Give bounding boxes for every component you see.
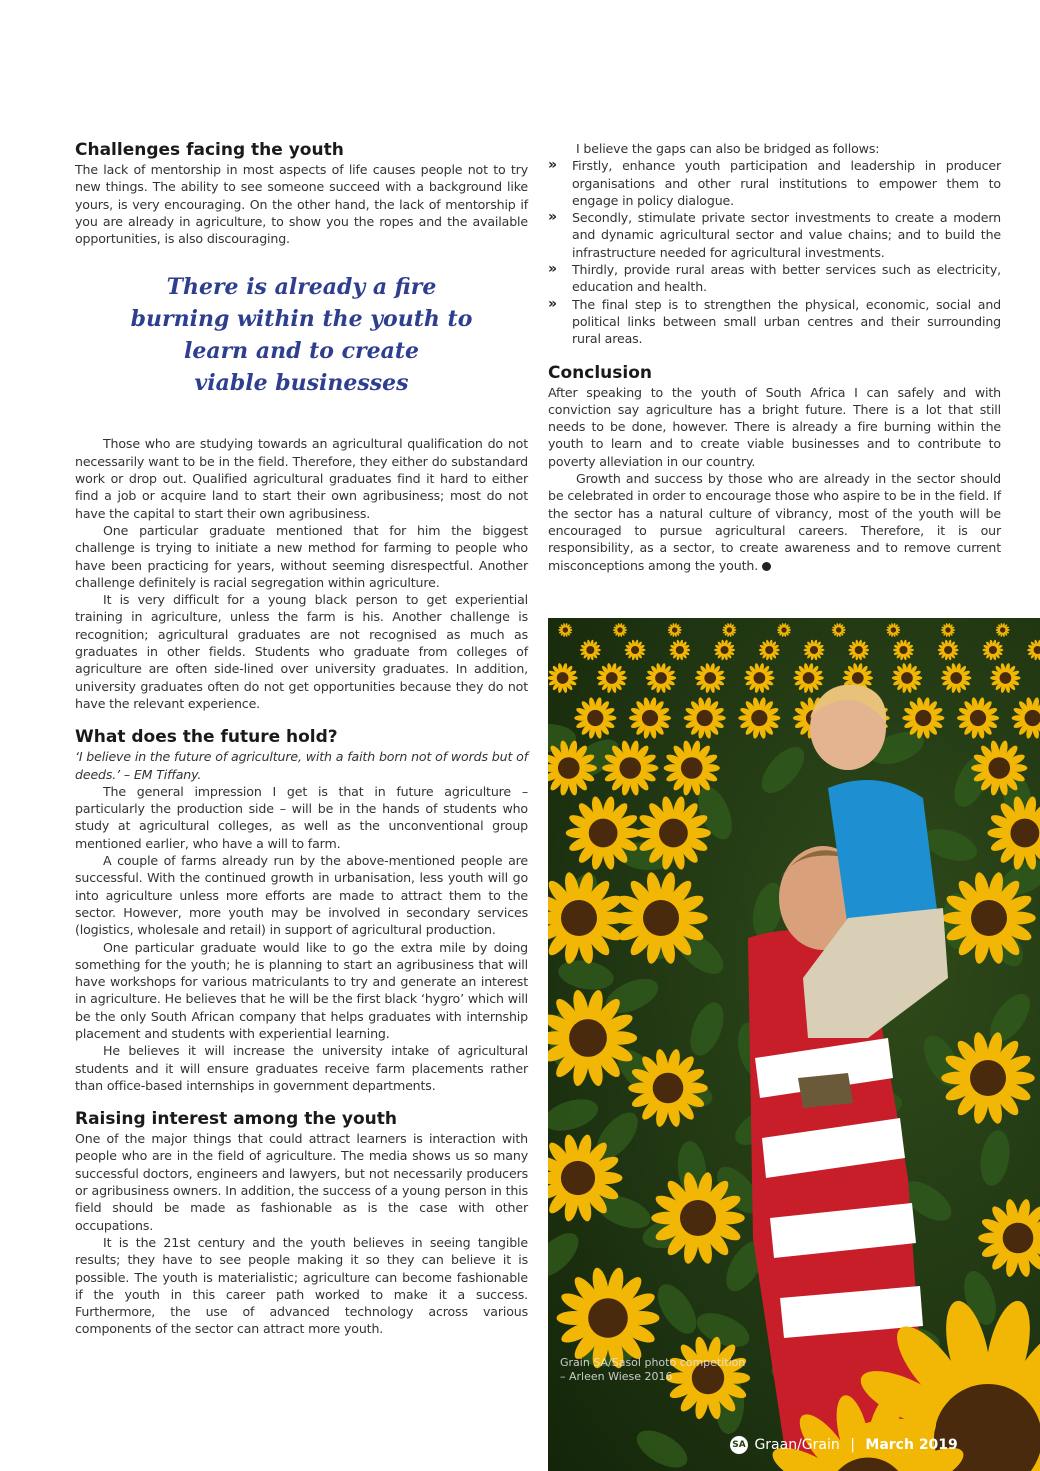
sunflower — [990, 663, 1020, 694]
heading-raising: Raising interest among the youth — [75, 1109, 398, 1130]
end-mark-icon — [762, 562, 771, 571]
pull-quote — [75, 271, 528, 399]
chevron-right-icon: » — [548, 157, 558, 174]
sunflower — [941, 1031, 1035, 1125]
paragraph: After speaking to the youth of South Africa I can safely and with conviction say agriculture has a bright future. There is a lot that still needs to be done, however. There is already a fire burning within the youth to learn and to create viable businesses and to contribute to poverty alleviation in our country. — [548, 384, 1001, 469]
sunflower — [759, 639, 780, 660]
bullets-intro: I believe the gaps can also be bridged as follows: — [576, 141, 880, 156]
right-column — [548, 140, 1001, 574]
page-footer — [730, 1436, 958, 1454]
sunflower — [893, 639, 914, 660]
paragraph: One particular graduate would like to go the extra mile by doing something for the youth; he is planning to start an agribusiness that will have workshops for various matriculants to try and generate an interest in agriculture. He believes that he will be the first black ‘hygro’ which will be the only South African company that helps graduates with internship placement and students with experiential learning. — [75, 939, 528, 1041]
sunflower — [548, 871, 626, 965]
sunflower — [978, 1198, 1040, 1278]
issue-date: March 2019 — [865, 1437, 958, 1453]
sunflower — [722, 623, 736, 637]
paragraph: It is the 21st century and the youth believes in seeing tangible results; they have to see people making it so they can believe it is possible. The youth is materialistic; agriculture can become fashionable if the youth in this career path worked to make it a success. Furthermore, the use of advanced technology across various components of the sector can attract more youth. — [75, 1234, 528, 1337]
list-item-text: The final step is to strengthen the physical, economic, social and political links between small urban centres and their surrounding rural areas. — [572, 296, 1001, 347]
paragraph-final-text: Growth and success by those who are already in the sector should be celebrated in order to encourage those who aspire to be in the field. If the sector has a natural culture of vibrancy, most of the youth will be encouraged to pursue agricultural careers. Therefore, it is our responsibility, as a sector, to create awareness and to remove current misconceptions among the youth. — [548, 471, 1001, 573]
sunflower — [1012, 697, 1040, 739]
sunflower — [848, 639, 869, 660]
sunflower — [613, 623, 627, 637]
sunflower — [646, 663, 676, 694]
list-item — [548, 261, 1001, 296]
publication-name: Graan/Grain — [754, 1437, 840, 1453]
pull-quote-line: learn and to create — [183, 338, 420, 365]
sunflower — [941, 623, 955, 637]
sunflower — [629, 697, 671, 739]
photo-caption — [560, 1356, 780, 1384]
pull-quote-line: burning within the youth to — [130, 306, 473, 333]
chevron-right-icon: » — [548, 295, 558, 312]
sunflower — [938, 639, 959, 660]
bullet-list — [548, 157, 1001, 347]
sunflower — [695, 663, 725, 694]
list-item — [548, 157, 1001, 209]
heading-future: What does the future hold? — [75, 727, 338, 748]
caption-line: – Arleen Wiese 2016 — [560, 1370, 673, 1383]
sunflower — [714, 639, 735, 660]
left-column — [75, 140, 528, 1338]
footer-separator: | — [850, 1437, 855, 1453]
paragraph: He believes it will increase the university intake of agricultural students and it will ensure graduates receive farm placements rather than office-based internships in government departments. — [75, 1043, 528, 1093]
pull-quote-line: viable businesses — [194, 370, 409, 397]
sunflower — [744, 663, 774, 694]
sunflower — [1027, 639, 1040, 660]
sunflower — [941, 663, 971, 694]
chevron-right-icon: » — [548, 209, 558, 226]
sunflower — [574, 697, 616, 739]
sunflower — [996, 623, 1010, 637]
list-item-text: Secondly, stimulate private sector investments to create a modern and dynamic agricultural sector and value chains; and to build the infrastructure needed for agricultural investments. — [572, 210, 1001, 260]
paragraph-final — [548, 470, 1001, 574]
sunflower — [777, 623, 791, 637]
paragraph: A couple of farms already run by the above-mentioned people are successful. With the continued growth in urbanisation, less youth will go into agriculture unless more efforts are made to attract them to the sector. However, more youth may be involved in secondary services (logistics, wholesale and retail) in support of agricultural production. — [75, 853, 528, 938]
heading-conclusion: Conclusion — [548, 362, 652, 383]
sunflower — [597, 663, 627, 694]
sunflower — [558, 623, 572, 637]
paragraph: It is very difficult for a young black person to get experiential training in agriculture, unless the farm is his. Another challenge is recognition; agricultural graduates are not recognised as much as graduates in other fields. Students who graduate from colleges of agriculture are often side-lined over university graduates. In addition, university graduates often do not get opportunities because they do not have the relevant experience. — [75, 592, 528, 711]
sunflower — [669, 639, 690, 660]
caption-line: Grain SA/Sasol photo competition — [560, 1356, 746, 1369]
sunflower — [982, 639, 1003, 660]
paragraph: The lack of mentorship in most aspects of life causes people not to try new things. The ability to see someone succeed with a background like yours, is very encouraging. On the other hand, the lack of mentorship if you are already in agriculture, to show you the ropes and the available opportunities, is also discouraging. — [75, 162, 528, 247]
sunflower — [580, 639, 601, 660]
sunflower — [738, 697, 780, 739]
sunflower — [886, 623, 900, 637]
sunflower — [684, 697, 726, 739]
paragraph: One particular graduate mentioned that for him the biggest challenge is trying to initiate a new method for farming to people who have been practicing for years, without seeming disrespectful. Another challenge definitely is racial segregation within agriculture. — [75, 522, 528, 590]
epigraph-quote: ‘I believe in the future of agriculture, with a faith born not of words but of deeds.’ – EM Tiffany. — [75, 749, 528, 782]
sunflower — [625, 639, 646, 660]
paragraph: One of the major things that could attract learners is interaction with people who are in the field of agriculture. The media shows us so many successful doctors, engineers and lawyers, but not necessarily producers or agribusiness owners. In addition, the success of a young person in this field should be made as fashionable as is the case with other occupations. — [75, 1131, 528, 1233]
photo-sunflower-field — [548, 618, 1040, 1471]
chevron-right-icon: » — [548, 261, 558, 278]
sunflower — [668, 623, 682, 637]
sunflower — [957, 697, 999, 739]
list-item-text: Firstly, enhance youth participation and leadership in producer organisations and other rural institutions to empower them to engage in policy dialogue. — [572, 158, 1001, 208]
sunflower — [803, 639, 824, 660]
photo-illustration — [548, 618, 1040, 1471]
sunflower — [892, 663, 922, 694]
pull-quote-line: There is already a fire — [166, 274, 437, 301]
sunflower — [793, 663, 823, 694]
paragraph: The general impression I get is that in future agriculture – particularly the production side – will be in the hands of students who study at agricultural colleges, as well as the unconventional group mentioned earlier, who have a will to farm. — [75, 783, 528, 851]
list-item — [548, 209, 1001, 261]
publication-logo: SA — [730, 1436, 748, 1454]
list-item — [548, 296, 1001, 348]
sunflower — [548, 663, 578, 694]
paragraph: Those who are studying towards an agricultural qualification do not necessarily want to be in the field. Therefore, they either do substandard work or drop out. Qualified agricultural graduates find it hard to either find a job or acquire land to start their own agribusiness; most do not have the capital to start their own agribusiness. — [75, 436, 528, 521]
list-item-text: Thirdly, provide rural areas with better services such as electricity, education and health. — [572, 262, 1001, 295]
heading-challenges: Challenges facing the youth — [75, 140, 344, 160]
sunflower — [832, 623, 846, 637]
